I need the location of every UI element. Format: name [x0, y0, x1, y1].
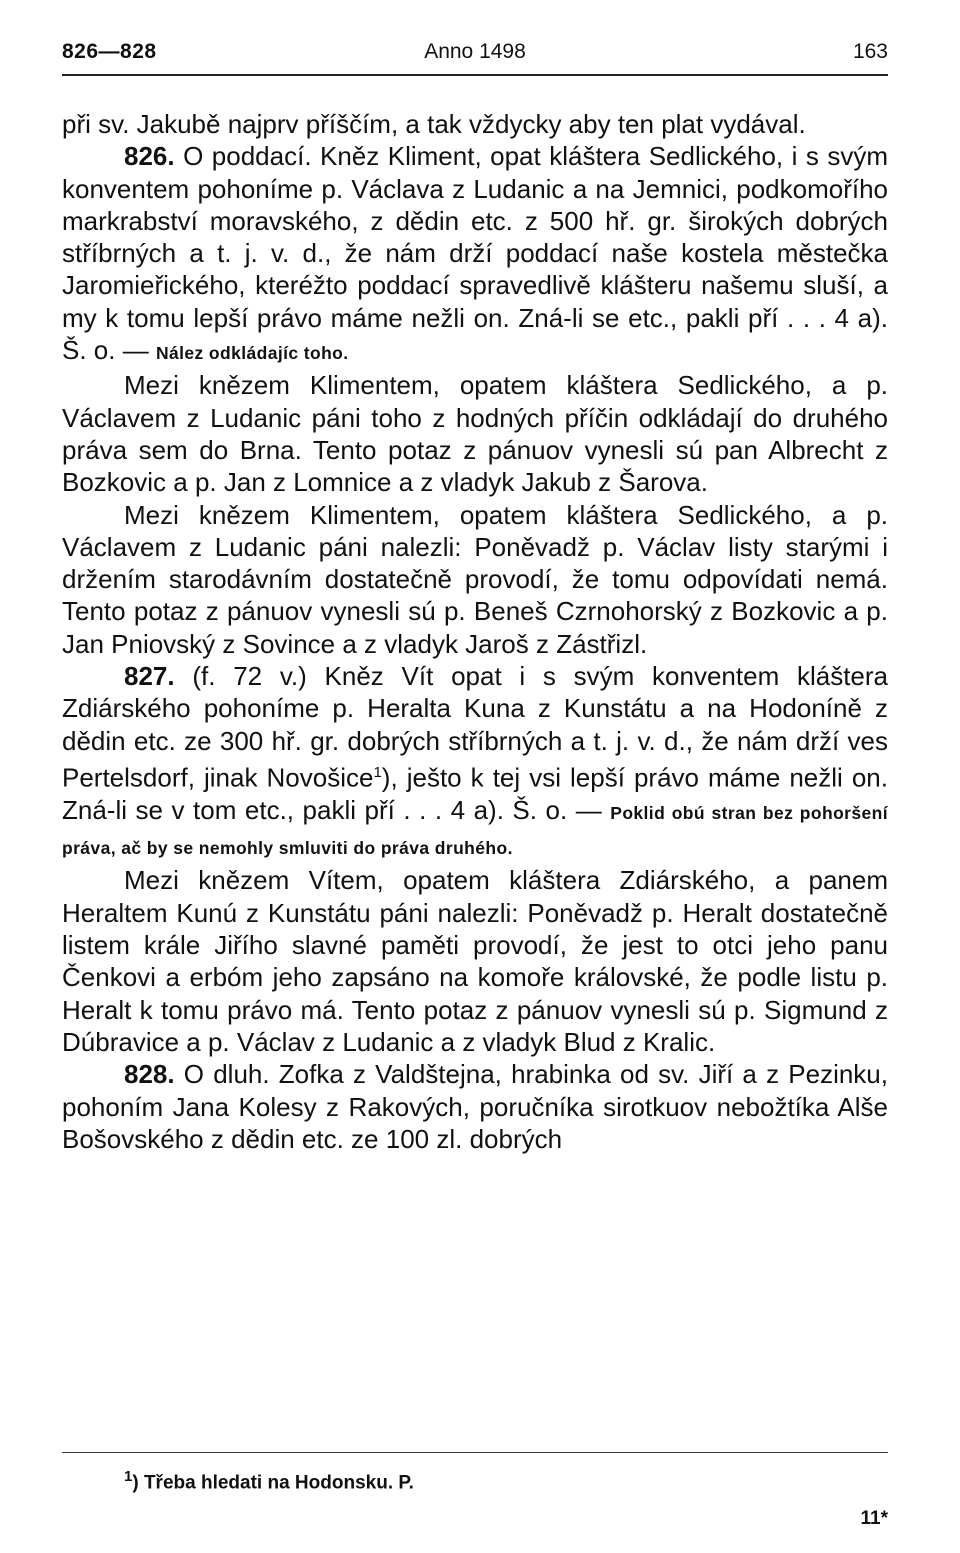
main-text — [62, 108, 888, 1155]
page-number: 163 — [852, 40, 888, 63]
signature-mark: 11* — [860, 1508, 888, 1529]
entry-827-note: Poklid obú stran bez pohoršení práva, ač by se nemohly smluviti do práva druhého. — [62, 802, 888, 859]
verdict-paragraph-1: Mezi knězem Klimentem, opatem kláštera Sedlického, a p. Václavem z Ludanic páni toho z hodných příčin odkládají do druhého práva sem do Brna. Tento potaz z pánuov vynesli sú pan Albrecht z Bozkovic a p. Jan z Lomnice a z vladyk Jakub z Šarova. — [62, 370, 888, 498]
entry-828-text: O dluh. Zofka z Valdštejna, hrabinka od sv. Jiří a z Pezinku, pohoním Jana Kolesy z Rakových, poručníka sirotkuov nebožtíka Alše Bošovského z dědin etc. ze 100 zl. dobrých — [62, 1059, 888, 1154]
entry-828 — [62, 1058, 888, 1155]
entry-number-826: 826. — [124, 141, 175, 172]
footnote-text: ) Třeba hledati na Hodonsku. P. — [132, 1472, 414, 1494]
footnote-reference: 1 — [373, 763, 382, 781]
header-rule — [62, 74, 888, 76]
footnote-mark: 1 — [124, 1468, 133, 1485]
entry-range: 826—828 — [62, 40, 157, 63]
footnote — [124, 1468, 414, 1494]
footnote-rule — [62, 1452, 888, 1453]
entry-826-text: O poddací. Kněz Kliment, opat kláštera Sedlického, i s svým konventem pohoníme p. Václava z Ludanic a na Jemnici, podkomořího markrabství moravského, z dědin etc. z 500 hř. gr. širokých dobrých stříbrných a t. j. v. d., že nám drží poddací naše kostela městečka Jaromieřického, kteréžto poddací spravedlivě klášteru našemu sluší, a my k tomu lepší právo máme nežli on. Zná-li se etc., pakli pří . . . 4 a). Š. o. — — [62, 141, 888, 366]
verdict-paragraph-2: Mezi knězem Klimentem, opatem kláštera Sedlického, a p. Václavem z Ludanic páni nalezli: Poněvadž p. Václav listy starými i držením starodávním dostatečně provodí, že tomu odpovídati nemá. Tento potaz z pánuov vynesli sú p. Beneš Czrnohorský z Bozkovic a p. Jan Pniovský z Sovince a z vladyk Jaroš z Zástřizl. — [62, 499, 888, 659]
entry-827-text-a: (f. 72 v.) Kněz Vít opat i s svým konventem kláštera Zdiárského pohoníme p. Heralta Kuna z Kunstátu a na Hodoníně z dědin etc. ze 300 hř. gr. dobrých stříbrných a t. j. v. d., že nám drží ves Pertelsdorf, jinak Novošice — [62, 661, 888, 793]
entry-number-827: 827. — [124, 661, 175, 692]
entry-826 — [62, 140, 888, 369]
entry-826-note: Nález odkládajíc toho. — [155, 343, 349, 364]
entry-number-828: 828. — [124, 1059, 175, 1090]
entry-827 — [62, 660, 888, 864]
year-heading: Anno 1498 — [424, 40, 526, 63]
running-header — [62, 40, 888, 70]
verdict-paragraph-3: Mezi knězem Vítem, opatem kláštera Zdiárského, a panem Heraltem Kunú z Kunstátu páni nalezli: Poněvadž p. Heralt dostatečně listem krále Jiřího slavné paměti provodí, že jest to otci jeho panu Čenkovi a erbóm jeho zapsáno na komoře královské, že podle listu p. Heralt k tomu právo má. Tento potaz z pánuov vynesli sú p. Sigmund z Dúbravice a p. Václav z Ludanic a z vladyk Blud z Kralic. — [62, 865, 888, 1057]
entry-827-text-b: ), ješto k tej vsi lepší právo máme nežli on. Zná-li se v tom etc., pakli pří . . . 4 a). Š. o. — — [62, 762, 888, 825]
paragraph-continued: při sv. Jakubě najprv příščím, a tak vždycky aby ten plat vydával. — [62, 109, 806, 139]
